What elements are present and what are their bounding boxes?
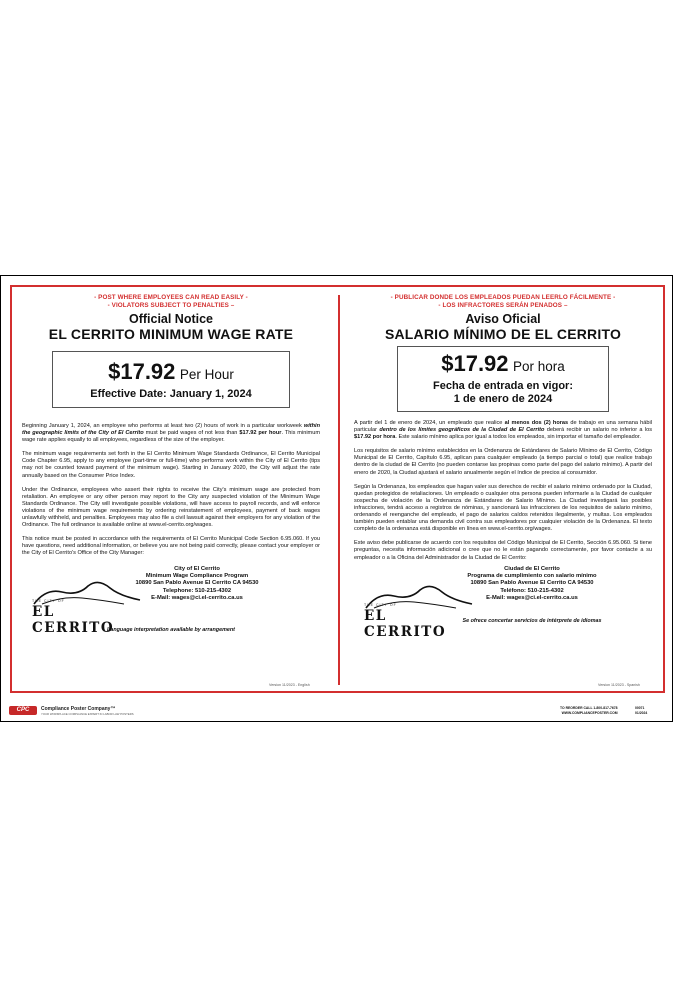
paragraph-4: This notice must be posted in accordance with the requirements of El Cerrito Municipal Code Section 6.95.060. If you have questions, need additional information, or believe you are not being paid correctly, please contact your employer or the City of El Cerrito's Office of the City Manager: (22, 536, 320, 557)
notice-heading-es: Aviso Oficial (465, 312, 541, 326)
paragraph-1: Beginning January 1, 2024, an employee who performs at least two (2) hours of work in a particular workweek within the geographic limits of the City of El Cerrito must be paid wages of not less than $17.92 per hour. This minimum wage rate applies equally to all employees, regardless of the size of the employer. (22, 423, 320, 444)
paragraph-3-es: Según la Ordenanza, los empleados que hagan valer sus derechos de recibir el salario mínimo ordenado por la Ciudad, quedan protegidos de retaliaciones. Un empleado o cualquier otra persona pueden informarle a la Ciudad de cualquier sospecha de violación de la Ordenanza de Estándares de Salario Mínimo. La Ciudad investigará las posibles infracciones, tendrá acceso a registros de nóminas, y sancionará las infracciones de los requisitos de salario mínimo, ordenando el reenganche del empleado, el pago de salarios caídos retenidos ilegalmente, y multas. Los empleados también pueden entablar una demanda civil contra sus empleadores por cualquier violación de la Ordenanza. El texto completo de la ordenanza está disponible en línea en www.el-cerrito.org/wages. (354, 483, 652, 533)
rate-box-es (397, 346, 609, 412)
paragraph-2: The minimum wage requirements set forth in the El Cerrito Minimum Wage Standards Ordinance, El Cerrito Municipal Code Chapter 6.95, apply to any employee (part-time or full-time) who performs work within the City of El Cerrito (tips may not be counted toward payment of the minimum wage). Starting in January 2020, the City will adjust the rate annually based on the Consumer Price Index. (22, 451, 320, 479)
contact-info: City of El Cerrito Minimum Wage Compliance Program 10890 San Pablo Avenue El Cerrito CA 94530 Telephone: 510-215-4302 E-Mail: wages@ci.el-cerrito.ca.us (135, 565, 259, 602)
poster-footer (9, 704, 666, 718)
effective-date: Effective Date: January 1, 2024 (90, 388, 252, 400)
paragraph-4-es: Este aviso debe publicarse de acuerdo con los requisitos del Código Municipal de El Cerrito, Sección 6.95.060. Si tiene preguntas, necesita información adicional o cree que no le están pagando correctamente, por favor contacte a su empleador o a la Oficina del Administrador de la Ciudad de El Cerrito: (354, 540, 652, 561)
posting-warning-line2: - VIOLATORS SUBJECT TO PENALTIES – (107, 302, 235, 309)
wage-unit-es: Por hora (512, 359, 565, 374)
cpc-logo: CPC (9, 706, 37, 715)
interpretation-note-es: Se ofrece concertar servicios de intérprete de idiomas (462, 617, 602, 624)
paragraph-3: Under the Ordinance, employees who assert their rights to receive the City's minimum wage are protected from retaliation. An employee or any other person may report to the City any suspected violation of the Minimum Wage Standards Ordinance. The City will investigate possible violations, will have access to payroll records, and will enforce violations of the minimum wage requirements by ordering reinstatement of employees, payment of back wages unlawfully withheld, and penalties. Employees may also file a civil lawsuit against their employers for any violation of the Ordinance. The full ordinance is available online at www.el-cerrito.org/wages. (22, 486, 320, 529)
effective-date-es: 1 de enero de 2024 (453, 393, 553, 405)
wage-rate-es: $17.92 (441, 351, 509, 376)
company-tagline: YOUR WORKPLACE COMPLIANCE EXPERT IN LABOR LAW POSTERS (41, 712, 134, 716)
effective-label-es: Fecha de entrada en vigor: (433, 380, 573, 392)
company-name: Compliance Poster Company™ (41, 706, 116, 712)
page-title: EL CERRITO MINIMUM WAGE RATE (48, 326, 294, 342)
contact-info-es: Ciudad de El Cerrito Programa de cumplimiento con salario mínimo 10890 San Pablo Avenue El Cerrito CA 94530 Teléfono: 510-215-4302 E-Mail: wages@ci.el-cerrito.ca.us (467, 565, 597, 602)
logo-small-text: THE CITY OF (32, 598, 65, 603)
version-english: Version 11/2023 - English (269, 683, 310, 687)
logo-name-es: EL CERRITO (364, 607, 447, 640)
version-spanish: Version 11/2023 - Spanish (598, 683, 640, 687)
wage-unit: Per Hour (179, 367, 234, 382)
poster-frame (10, 285, 665, 693)
posting-warning-line1: - POST WHERE EMPLOYEES CAN READ EASILY - (94, 294, 248, 301)
logo-name: EL CERRITO (32, 603, 115, 636)
column-divider (338, 295, 340, 685)
rate-box (52, 351, 290, 408)
wage-poster (0, 275, 673, 722)
spanish-column (354, 294, 652, 640)
wage-rate: $17.92 (108, 359, 176, 384)
page-title-es: SALARIO MÍNIMO DE EL CERRITO (384, 326, 622, 342)
interpretation-note: Language interpretation available by arrangement (107, 626, 235, 633)
contact-block-es (354, 565, 652, 640)
logo-small-text-es: THE CITY OF (364, 602, 397, 607)
english-column (22, 294, 320, 636)
reorder-info: TO REORDER CALL 1-800-817-7678 WWW.COMPLIANCEPOSTER.COM (560, 706, 618, 715)
paragraph-1-es: A partir del 1 de enero de 2024, un empleado que realice al menos dos (2) horas de trabajo en una semana hábil particular dentro de los límites geográficos de la Ciudad de El Cerrito deberá recibir un salario no inferior a los $17.92 por hora. Este salario mínimo aplica por igual a todos los empleados, sin importar el tamaño del empleador. (354, 420, 652, 441)
paragraph-2-es: Los requisitos de salario mínimo establecidos en la Ordenanza de Estándares de Salario Mínimo de El Cerrito, Código Municipal de El Cerrito, Capítulo 6.95, aplican para cualquier empleado (a tiempo parcial o total) que realice trabajo dentro de la ciudad de El Cerrito (no pueden contarse las propinas como parte del pago del salario mínimo). A partir del enero de 2020, la Ciudad ajustará el salario anualmente según el índice de precios al consumidor. (354, 448, 652, 476)
poster-codes: 00071 01/2024 (635, 706, 648, 715)
posting-warning-line1-es: - PUBLICAR DONDE LOS EMPLEADOS PUEDAN LEERLO FÁCILMENTE - (390, 294, 616, 301)
notice-heading: Official Notice (128, 312, 214, 326)
posting-warning-line2-es: - LOS INFRACTORES SERÁN PENADOS – (438, 302, 568, 309)
